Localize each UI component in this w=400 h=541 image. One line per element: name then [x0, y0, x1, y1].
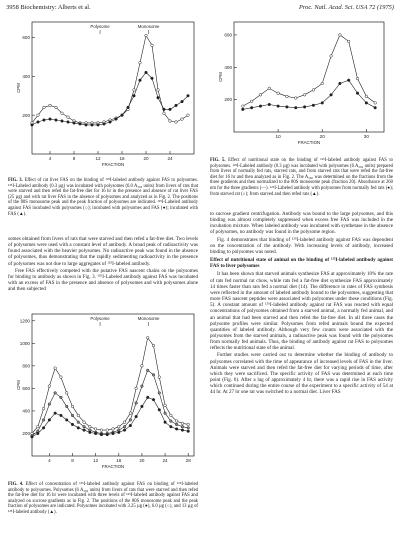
data-point [49, 118, 52, 121]
data-point [61, 112, 64, 115]
figure-4-caption-text: Effect of concentration of ¹²⁵I-labeled antibody against FAS on binding of ¹²⁵I-labeled antibody to polysomes. Polysomes (6 A₂₆₀ units) from livers of rats that were starved and then refed the fat-free diet for 16 hr were incubated with three levels of ¹²⁵I-labeled antibody against FAS and analyzed on sucrose gradients as in Fig. 2. The positions of the 80S monosome peak and the peak fraction of polysomes are indicated. Polysomes incubated with 3.25 µg (●), 6.0 µg (○), and 13 µg of ¹²⁵I-labeled antibody (▲). [8, 482, 198, 515]
data-point [42, 407, 45, 410]
data-point [164, 412, 167, 415]
data-point [321, 82, 324, 85]
data-point [67, 116, 70, 119]
data-point [71, 414, 74, 417]
x-tick-label: 12 [95, 156, 101, 161]
data-point [43, 106, 46, 109]
data-point [181, 118, 184, 121]
figure-3-caption [8, 178, 198, 217]
data-point [135, 415, 138, 418]
y-tick-label: 1200 [19, 318, 30, 324]
figure-4-label: FIG. 4. [8, 482, 24, 487]
data-point [106, 429, 109, 432]
data-point [181, 425, 184, 428]
data-point [83, 425, 86, 428]
data-point [164, 421, 167, 424]
data-point [115, 118, 118, 121]
series-line [32, 73, 188, 125]
data-point [100, 433, 103, 436]
data-point [339, 34, 342, 37]
data-point [175, 104, 178, 107]
data-point [83, 429, 86, 432]
data-point [83, 421, 86, 424]
data-point [187, 94, 190, 97]
data-point [170, 420, 173, 423]
data-point [250, 106, 253, 109]
data-point [187, 423, 190, 426]
data-point [146, 369, 149, 372]
x-tick-label: 12 [93, 458, 99, 463]
header-right: Proc. Natl. Acad. Sci. USA 72 (1975) [298, 4, 394, 11]
data-point [133, 94, 136, 97]
y-tick-label: 400 [22, 73, 30, 79]
data-point [330, 55, 333, 58]
data-point [158, 392, 161, 395]
data-point [170, 425, 173, 428]
data-point [330, 93, 333, 96]
data-point [65, 405, 68, 408]
data-point [97, 124, 100, 127]
data-point [268, 87, 271, 90]
x-tick-label: 10 [275, 134, 281, 139]
data-point [365, 95, 368, 98]
y-tick-label: 200 [224, 97, 232, 103]
data-point [277, 105, 280, 108]
data-point [79, 123, 82, 126]
data-point [163, 112, 166, 115]
data-point [121, 114, 124, 117]
paragraph: somes obtained from livers of rats that were starved and then refed a fat-free diet. Two levels of polysomes were used with a constant level of antibody. A broad peak of radioactivity was found associated with the heavier polysomes. No radioactive peak was found in the absence of polysomes, thus demonstrating that the rapidly sedimenting radioactivity in the presence of polysomes was not due to large aggregates of ¹²⁵I-labeled antibody. [8, 236, 198, 267]
data-point [169, 120, 172, 123]
data-point [54, 412, 57, 415]
data-point [133, 89, 136, 92]
data-point [48, 419, 51, 422]
data-point [164, 404, 167, 407]
peak-label: Polysome [90, 24, 110, 29]
plot-frame [32, 22, 194, 154]
data-point [242, 105, 245, 108]
peak-label: Monosome [137, 24, 160, 29]
x-tick-label: 16 [119, 156, 125, 161]
data-point [175, 423, 178, 426]
data-point [91, 124, 94, 127]
data-point [169, 108, 172, 111]
y-tick-label: 800 [22, 363, 30, 369]
paragraph: Fig. 4 demonstrates that binding of ¹²⁵I-labeled antibody against FAS was dependent on the concentration of the antibody. With increasing levels of antibody, increased binding to polysomes was noted. [210, 236, 393, 255]
data-point [268, 103, 271, 106]
data-point [356, 92, 359, 95]
data-point [117, 425, 120, 428]
series-line [243, 80, 375, 109]
data-point [85, 124, 88, 127]
data-point [181, 422, 184, 425]
data-point [127, 106, 130, 109]
data-point [286, 106, 289, 109]
data-point [60, 414, 63, 417]
y-tick-label: 600 [22, 35, 30, 41]
data-point [139, 61, 142, 64]
data-point [141, 405, 144, 408]
x-tick-label: 20 [319, 134, 325, 139]
figure-5-caption [210, 158, 393, 197]
x-tick-label: 4 [48, 156, 52, 161]
data-point [109, 121, 112, 124]
data-point [135, 387, 138, 390]
data-point [77, 427, 80, 430]
y-axis-label: CPM [218, 72, 223, 82]
left-column-text [8, 236, 198, 293]
y-tick-label: 600 [224, 32, 232, 38]
data-point [129, 412, 132, 415]
data-point [286, 95, 289, 98]
data-point [37, 114, 40, 117]
figure-3 [8, 16, 200, 176]
x-tick-label: 20 [139, 458, 145, 463]
right-column-text [210, 211, 393, 397]
y-tick-label: 200 [22, 431, 30, 437]
y-axis-label: CPM [16, 380, 21, 390]
x-tick-label: 4 [48, 458, 51, 463]
peak-label: Polysome [90, 316, 110, 321]
data-point [42, 419, 45, 422]
data-point [163, 108, 166, 111]
figure-3-label: FIG. 3. [8, 178, 23, 183]
data-point [71, 405, 74, 408]
data-point [374, 102, 377, 105]
data-point [123, 429, 126, 432]
y-tick-label: 1000 [19, 340, 30, 346]
running-header [6, 4, 394, 14]
x-tick-label: 20 [143, 156, 149, 161]
figure-4 [8, 308, 200, 478]
data-point [129, 424, 132, 427]
x-tick-label: 16 [116, 458, 122, 463]
data-point [259, 93, 262, 96]
data-point [54, 367, 57, 370]
data-point [356, 77, 359, 80]
x-tick-label: 28 [185, 458, 191, 463]
data-point [146, 396, 149, 399]
data-point [339, 82, 342, 85]
data-point [73, 122, 76, 125]
data-point [89, 425, 92, 428]
data-point [157, 89, 160, 92]
data-point [250, 100, 253, 103]
y-axis-label: CPM [16, 83, 21, 93]
header-left: 3958 Biochemistry: Alberts et al. [6, 4, 91, 11]
x-tick-label: 30 [363, 134, 369, 139]
data-point [312, 89, 315, 92]
data-point [187, 430, 190, 433]
data-point [60, 396, 63, 399]
data-point [347, 79, 350, 82]
data-point [151, 77, 154, 80]
data-point [157, 96, 160, 99]
data-point [152, 398, 155, 401]
data-point [145, 71, 148, 74]
data-point [321, 102, 324, 105]
data-point [48, 403, 51, 406]
data-point [187, 427, 190, 430]
data-point [77, 421, 80, 424]
x-axis-label: FRACTION [101, 162, 125, 167]
x-tick-label: 24 [167, 156, 173, 161]
data-point [135, 402, 138, 405]
data-point [158, 408, 161, 411]
data-point [277, 92, 280, 95]
data-point [374, 106, 377, 109]
data-point [117, 431, 120, 434]
data-point [43, 119, 46, 122]
data-point [170, 414, 173, 417]
paragraph: Free FAS effectively competed with the putative FAS nascent chains on the polysomes for binding to antibody as shown in Fig. 3. ¹²⁵I-Labeled antibody against FAS was incubated with an excess of FAS in the presence and absence of polysomes and with polysomes alone and then subjected [8, 267, 198, 293]
data-point [60, 376, 63, 379]
data-point [303, 93, 306, 96]
y-tick-label: 600 [22, 385, 30, 391]
section-heading: Effect of nutritional state of animal on the binding of ¹²⁵I-labeled antibody against FAS to liver polysomes [210, 257, 393, 270]
data-point [152, 374, 155, 377]
data-point [123, 421, 126, 424]
data-point [77, 414, 80, 417]
x-tick-label: 8 [71, 458, 74, 463]
series-line [243, 35, 375, 106]
data-point [67, 121, 70, 124]
x-axis-label: FRACTION [297, 140, 321, 145]
data-point [65, 392, 68, 395]
figure-5-label: FIG. 5. [210, 158, 226, 163]
x-tick-label: 24 [162, 458, 168, 463]
data-point [141, 365, 144, 368]
data-point [303, 106, 306, 109]
data-point [181, 100, 184, 103]
data-point [175, 420, 178, 423]
figure-5-chart [210, 16, 392, 156]
data-point [347, 40, 350, 43]
data-point [112, 428, 115, 431]
data-point [187, 114, 190, 117]
figure-5-caption-text: Effect of nutritional state on the binding of ¹²⁵I-labeled antibody against FAS to polysomes. ¹²⁵I-Labeled antibody (0.3 µg) was incubated with polysomes (6 A₂₆₀ units) prepared from livers of normally fed rats, starved rats, and from starved rats that were refed the fat-free diet for 16 hr and then analyzed as in Fig. 2. The A₂₆₀ was determined on the fractions from the three gradients and then normalized to the 80S monosome peak (fraction 20). Absorbance at 260 nm for the three gradients (—). ¹²⁵I-Labeled antibody with polysomes from normally fed rats (●); from starved rat (○); from starved and then refed rats (▲). [210, 158, 394, 197]
peak-label: Monosome [137, 316, 160, 321]
data-point [181, 429, 184, 432]
data-point [151, 44, 154, 47]
data-point [123, 425, 126, 428]
data-point [106, 433, 109, 436]
data-point [175, 428, 178, 431]
data-point [94, 428, 97, 431]
x-axis-label: FRACTION [101, 464, 125, 469]
data-point [175, 121, 178, 124]
series-line [32, 338, 188, 434]
data-point [152, 344, 155, 347]
data-point [100, 429, 103, 432]
y-tick-label: 200 [22, 112, 30, 118]
data-point [54, 392, 57, 395]
data-point [61, 120, 64, 123]
data-point [31, 124, 34, 127]
data-point [42, 427, 45, 430]
data-point [36, 432, 39, 435]
figure-4-chart [8, 308, 200, 478]
data-point [55, 106, 58, 109]
data-point [65, 419, 68, 422]
paragraph: It has been shown that starved animals synthesize FAS at approximately 10% the rate of rats fed normal rat chow, while rats fed a fat-free diet synthesize FAS approximately 14 times faster than rats fed a normal diet (14). The difference in rates of FAS synthesis were reflected in the amount of labeled antibody bound to the polysomes, suggesting that more FAS nascent peptides were associated with polysomes under these conditions (Fig. 5). A constant amount of ¹²⁵I-labeled antibody against rat FAS was reacted with equal concentrations of polysomes obtained from a starved animal, a normally fed animal, and an animal that had been starved and then refed the fat-free diet. In all three cases the polysome profiles were similar. Polysomes from refed animals bound the expected quantities of labeled antibody. Although very few counts were associated with the polysomes from the starved animals, a radioactive peak was found with the polysomes from normally fed animals. Thus, the binding of antibody against rat FAS to polysomes reflects the nutritional state of the animal. [210, 271, 393, 352]
data-point [139, 79, 142, 82]
data-point [129, 419, 132, 422]
data-point [55, 119, 58, 122]
figure-3-chart [8, 16, 200, 176]
data-point [294, 106, 297, 109]
data-point [31, 436, 34, 439]
data-point [36, 425, 39, 428]
data-point [94, 432, 97, 435]
y-tick-label: 400 [224, 64, 232, 70]
data-point [146, 336, 149, 339]
data-point [71, 423, 74, 426]
data-point [37, 121, 40, 124]
data-point [48, 385, 51, 388]
data-point [365, 102, 368, 105]
data-point [145, 34, 148, 37]
plot-frame [234, 22, 384, 132]
data-point [89, 431, 92, 434]
figure-5 [210, 16, 392, 156]
figure-3-caption-text: Effect of rat liver FAS on the binding of ¹²⁵I-labeled antibody against FAS to polysomes. ¹²⁵I-Labeled antibody (0.3 µg) was incubated with polysomes (6.0 A₂₆₀ units) from livers of rats that were starved and then refed the fat-free diet for 16 hr in the presence and absence of rat liver FAS (25 µg) and with rat liver FAS in the absence of polysomes and analyzed as in Fig. 2. The positions of the 80S monosome peak and the peak fraction of polysomes are indicated. ¹²⁵I-Labeled antibody against FAS incubated with polysomes (○); incubated with polysomes and FAS (●); incubated with FAS (▲). [8, 178, 198, 217]
data-point [141, 385, 144, 388]
data-point [242, 108, 245, 111]
paragraph: Further studies were carried out to determine whether the binding of antibody to polysomes correlated with the time of appearance of increased levels of FAS in the liver. Animals were starved and then refed the fat-free diet for varying periods of time, after which they were sacrificed. The specific activity of FAS was determined at each time point (Fig. 6). After a lag of approximately 4 hr, there was a rapid rise in FAS activity which continued during the entire course of the experiment to a specific activity of 54 at 44 hr. At 27 hr one rat was switched to a normal diet. Liver FAS [210, 352, 393, 396]
data-point [312, 104, 315, 107]
data-point [103, 123, 106, 126]
y-tick-label: 400 [22, 408, 30, 414]
paragraph: to sucrose gradient centrifugation. Antibody was bound to the large polysomes, and this binding was almost completely suppressed when excess free FAS was included in the incubation mixture. When labeled antibody was incubated with synthetase in the absence of polysomes, no antibody was found in the polysome region. [210, 211, 393, 236]
data-point [294, 97, 297, 100]
data-point [259, 105, 262, 108]
data-point [49, 104, 52, 107]
figure-4-caption [8, 482, 198, 516]
data-point [112, 432, 115, 435]
x-tick-label: 8 [72, 156, 76, 161]
data-point [158, 376, 161, 379]
